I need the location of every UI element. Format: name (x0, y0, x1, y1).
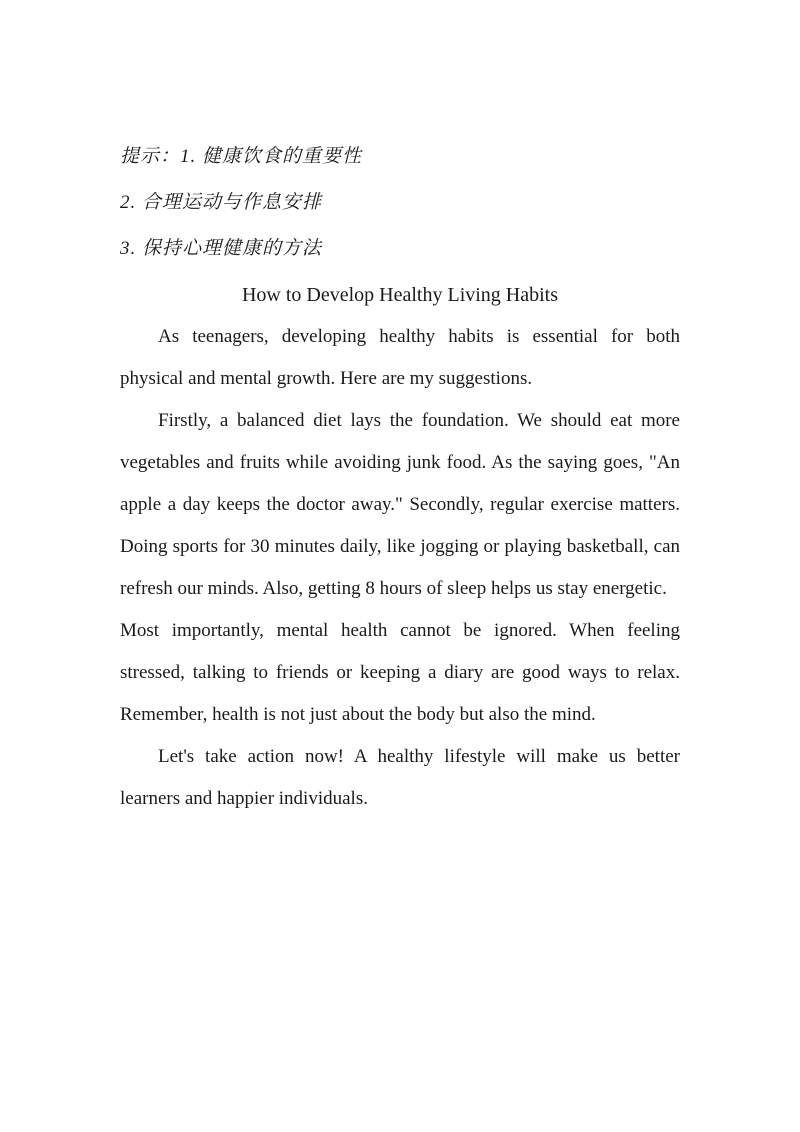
prompt-line-3: 3. 保持心理健康的方法 (120, 238, 323, 259)
prompt-line-2: 2. 合理运动与作息安排 (120, 192, 323, 213)
essay-paragraph-conclusion: Let's take action now! A healthy lifestyle will make us better learners and happier individuals. (120, 746, 680, 809)
essay-paragraph-body-2: Most importantly, mental health cannot be ignored. When feeling stressed, talking to friends or keeping a diary are good ways to relax. Remember, health is not just about the body but also the mind. (120, 620, 680, 725)
essay-paragraph-intro: As teenagers, developing healthy habits is essential for both physical and mental growth. Here are my suggestions. (120, 326, 680, 389)
prompt-line-1: 提示：1. 健康饮食的重要性 (120, 146, 363, 167)
essay-paragraph-body-1: Firstly, a balanced diet lays the foundation. We should eat more vegetables and fruits while avoiding junk food. As the saying goes, "An apple a day keeps the doctor away." Secondly, regular exercise matters. Doing sports for 30 minutes daily, like jogging or playing basketball, can refresh our minds. Also, getting 8 hours of sleep helps us stay energetic. (120, 410, 680, 599)
essay-title: How to Develop Healthy Living Habits (241, 284, 559, 306)
